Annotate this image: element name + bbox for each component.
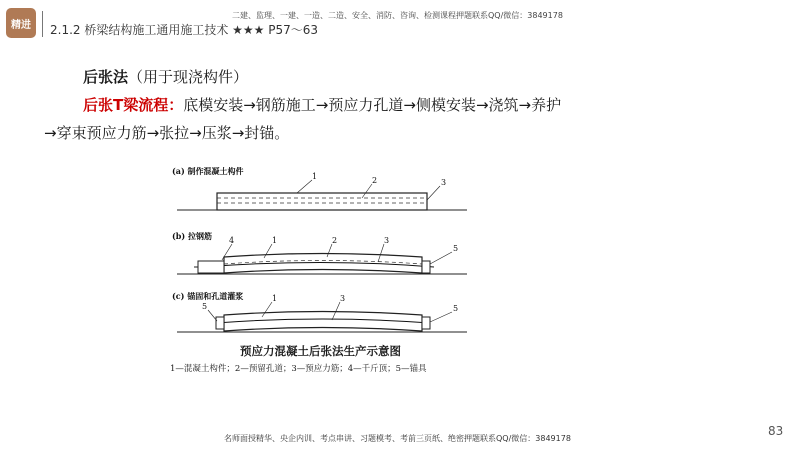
label-3-b: 3: [384, 236, 390, 245]
brand-logo: [6, 8, 36, 38]
leader-4-b: [222, 244, 232, 260]
section-title-note: （用于现浇构件）: [128, 68, 249, 86]
process-flow: [44, 91, 644, 147]
label-1-b: 1: [272, 236, 278, 245]
concrete-member-c: [224, 312, 422, 332]
leader-5-b: [430, 252, 452, 264]
leader-1-b: [264, 244, 272, 258]
leader-3-a: [427, 186, 440, 200]
process-flow-label: 后张T梁流程：: [83, 96, 184, 114]
leader-5-c-left: [208, 310, 217, 321]
panel-a-label: (a) 制作混凝土构件: [172, 166, 244, 176]
jack-b: [198, 261, 224, 273]
label-3-a: 3: [441, 178, 447, 187]
label-2-b: 2: [332, 236, 338, 245]
label-1-a: 1: [312, 172, 318, 181]
leader-3-b: [378, 244, 384, 262]
leader-5-c-right: [430, 312, 452, 322]
label-5-c-left: 5: [202, 302, 208, 311]
label-1-c: 1: [272, 294, 278, 303]
label-5-c-right: 5: [453, 304, 459, 313]
panel-c-label: (c) 锚固和孔道灌浆: [172, 291, 244, 301]
brand-logo-text: 精进: [11, 19, 31, 31]
process-flow-line-2: →穿束预应力筋→张拉→压浆→封锚。: [44, 124, 290, 142]
header-divider: [42, 11, 43, 37]
panel-b-label: (b) 拉钢筋: [172, 231, 212, 241]
leader-2-b: [327, 244, 332, 257]
tendon-c: [216, 319, 430, 323]
label-5-b: 5: [453, 244, 459, 253]
label-4-b: 4: [229, 236, 235, 245]
process-flow-steps-1: 底模安装→钢筋施工→预应力孔道→侧模安装→浇筑→养护: [183, 96, 562, 114]
top-advert-text: 二建、监理、一建、一造、二造、安全、消防、咨询、检测课程押题联系QQ/微信：3849178: [232, 11, 563, 20]
section-title: [83, 66, 248, 87]
section-title-main: 后张法: [83, 68, 129, 86]
concrete-member-b: [224, 254, 422, 274]
page-number: 83: [768, 424, 784, 438]
process-flow-line-1: [83, 91, 644, 119]
label-3-c: 3: [340, 294, 346, 303]
label-2-a: 2: [372, 176, 378, 185]
leader-2-a: [362, 184, 372, 198]
page-header-title: 2.1.2 桥梁结构施工通用施工技术 ★★★ P57～63: [50, 23, 319, 37]
footer-advert-text: 名师面授精华、央企内训、考点串讲、习题模考、考前三页纸、绝密押题联系QQ/微信：3849178: [224, 434, 571, 443]
figure-caption: 预应力混凝土后张法生产示意图: [240, 344, 401, 358]
figure-legend: 1—混凝土构件；2—预留孔道；3—预应力筋；4—千斤顶；5—锚具: [170, 364, 427, 374]
anchor-c-left: [216, 317, 224, 329]
tendon-b: [202, 263, 434, 268]
leader-1-c: [262, 302, 272, 317]
anchor-c-right: [422, 317, 430, 329]
leader-1-a: [297, 180, 312, 193]
anchor-b: [422, 261, 430, 273]
concrete-member-a: [217, 193, 427, 210]
